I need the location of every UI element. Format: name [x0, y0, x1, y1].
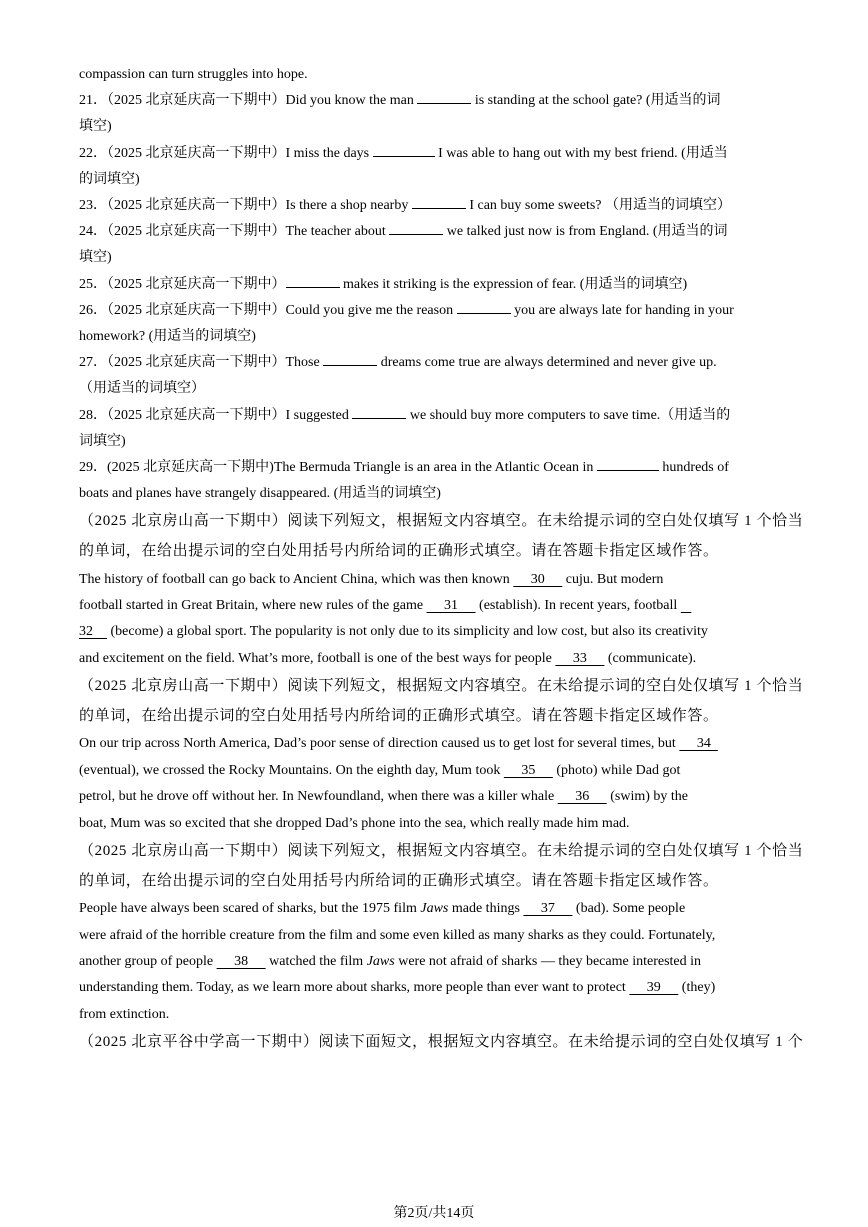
text: 21．（2025 北京延庆高一下期中）Did you know the man [79, 93, 418, 109]
text: from extinction. [79, 1006, 170, 1022]
text: I can buy some sweets? （用适当的词填空） [465, 198, 732, 214]
passage-line [79, 731, 795, 757]
answer-blank[interactable] [373, 141, 435, 157]
answer-blank-30[interactable]: 30 [513, 571, 563, 587]
text: （用适当的词填空） [79, 381, 205, 397]
page-number: 第2页/共14页 [393, 1206, 475, 1221]
question-25 [79, 272, 795, 298]
text: were afraid of the horrible creature from the film and some even killed as many sharks as they could. Fortunately, [79, 927, 716, 943]
passage-line [79, 646, 795, 672]
text: 27．（2025 北京延庆高一下期中）Those [79, 355, 324, 371]
text: People have always been scared of sharks, but the 1975 film [79, 901, 421, 917]
question-line [79, 62, 795, 88]
text: (photo) while Dad got [552, 762, 681, 778]
answer-blank-38[interactable]: 38 [216, 954, 266, 970]
passage-instructions: 的单词，在给出提示词的空白处用括号内所给词的正确形式填空。请在答题卡指定区域作答。 [79, 707, 719, 724]
text: 24．（2025 北京延庆高一下期中）The teacher about [79, 224, 390, 240]
answer-blank-36[interactable]: 36 [557, 789, 607, 805]
passage-instructions: （2025 北京平谷中学高一下期中）阅读下面短文，根据短文内容填空。在未给提示词的空白处仅填写 1 个 [79, 1034, 804, 1051]
text: made things [448, 901, 524, 917]
text: (communicate). [604, 650, 697, 666]
text: (bad). Some people [572, 901, 686, 917]
answer-blank-35[interactable]: 35 [503, 762, 553, 778]
answer-blank[interactable] [417, 88, 471, 104]
text: (they) [678, 980, 716, 996]
answer-blank-39[interactable]: 39 [629, 980, 679, 996]
passage-line [79, 975, 795, 1001]
text: 23．（2025 北京延庆高一下期中）Is there a shop nearby [79, 198, 412, 214]
text: compassion can turn struggles into hope. [79, 67, 308, 82]
text: hundreds of [658, 460, 729, 476]
passage-line [79, 811, 795, 837]
answer-blank[interactable] [389, 219, 443, 235]
text: 25．（2025 北京延庆高一下期中） [79, 276, 286, 292]
film-title: Jaws [366, 954, 395, 970]
answer-blank-37[interactable]: 37 [523, 901, 573, 917]
text: On our trip across North America, Dad’s poor sense of direction caused us to get lost for several times, but [79, 736, 680, 752]
passage-line [79, 784, 795, 810]
question-line [79, 481, 795, 507]
text: is standing at the school gate? (用适当的词 [471, 93, 721, 109]
passage-instructions: （2025 北京房山高一下期中）阅读下列短文，根据短文内容填空。在未给提示词的空白处仅填写 1 个恰当 [79, 678, 804, 695]
text: watched the film [265, 954, 367, 970]
passage-line [79, 619, 795, 645]
text: (become) a global sport. The popularity is not only due to its simplicity and low cost, but also its creativity [107, 624, 708, 640]
text: (swim) by the [606, 789, 688, 805]
text: boat, Mum was so excited that she dropped Dad’s phone into the sea, which really made him mad. [79, 815, 630, 831]
passage-line [79, 949, 795, 975]
text: The history of football can go back to Ancient China, which was then known [79, 571, 514, 587]
answer-blank[interactable] [323, 350, 377, 366]
answer-blank[interactable] [597, 455, 659, 471]
text: 填空) [79, 250, 112, 266]
answer-blank[interactable] [412, 193, 466, 209]
passage-line [79, 896, 795, 922]
passage-instructions: 的单词，在给出提示词的空白处用括号内所给词的正确形式填空。请在答题卡指定区域作答。 [79, 872, 719, 889]
question-24 [79, 219, 795, 245]
question-26 [79, 298, 795, 324]
text: dreams come true are always determined and never give up. [377, 355, 717, 371]
passage-line [79, 758, 795, 784]
text: I was able to hang out with my best friend. (用适当 [434, 145, 728, 161]
passage-line [79, 1002, 795, 1028]
text: 28．（2025 北京延庆高一下期中）I suggested [79, 407, 353, 423]
question-line [79, 167, 795, 193]
text: homework? (用适当的词填空) [79, 329, 256, 345]
text: 词填空) [79, 433, 126, 449]
question-line [79, 429, 795, 455]
passage-line [79, 923, 795, 949]
text: you are always late for handing in your [510, 302, 734, 318]
text: 的词填空) [79, 171, 140, 187]
passage-instructions: （2025 北京房山高一下期中）阅读下列短文，根据短文内容填空。在未给提示词的空白处仅填写 1 个恰当 [79, 843, 804, 860]
question-29 [79, 455, 795, 481]
text: (establish). In recent years, football [475, 598, 681, 614]
text: another group of people [79, 954, 217, 970]
answer-blank-31[interactable]: 31 [426, 598, 476, 614]
question-22 [79, 141, 795, 167]
text: understanding them. Today, as we learn more about sharks, more people than ever want to protect [79, 980, 630, 996]
text: we should buy more computers to save time.（用适当的 [406, 407, 731, 423]
text: and excitement on the field. What’s more, football is one of the best ways for people [79, 650, 556, 666]
text: we talked just now is from England. (用适当的词 [443, 224, 728, 240]
answer-blank-34[interactable]: 34 [679, 736, 718, 752]
question-21 [79, 88, 795, 114]
text: cuju. But modern [562, 571, 664, 587]
answer-blank[interactable] [286, 272, 340, 288]
text: boats and planes have strangely disappeared. (用适当的词填空) [79, 486, 441, 502]
passage-instructions: （2025 北京房山高一下期中）阅读下列短文，根据短文内容填空。在未给提示词的空白处仅填写 1 个恰当 [79, 513, 804, 530]
answer-blank-32[interactable]: 32 [79, 624, 107, 640]
film-title: Jaws [420, 901, 449, 917]
answer-blank[interactable] [457, 298, 511, 314]
passage-line [79, 593, 795, 619]
text: were not afraid of sharks — they became interested in [394, 954, 702, 970]
question-27 [79, 350, 795, 376]
text: petrol, but he drove off without her. In Newfoundland, when there was a killer whale [79, 789, 558, 805]
text: makes it striking is the expression of fear. (用适当的词填空) [339, 276, 688, 292]
text: 填空) [79, 119, 112, 135]
passage-line [79, 567, 795, 593]
text: 29．(2025 北京延庆高一下期中)The Bermuda Triangle is an area in the Atlantic Ocean in [79, 460, 597, 476]
question-line [79, 376, 795, 402]
question-line [79, 114, 795, 140]
document-page [79, 62, 804, 1058]
question-line [79, 245, 795, 271]
question-line [79, 324, 795, 350]
answer-blank[interactable] [352, 403, 406, 419]
question-23 [79, 193, 795, 219]
text: 26．（2025 北京延庆高一下期中）Could you give me the reason [79, 302, 457, 318]
answer-blank-32-start[interactable] [681, 598, 692, 613]
question-28 [79, 403, 795, 429]
answer-blank-33[interactable]: 33 [555, 650, 605, 666]
passage-instructions: 的单词，在给出提示词的空白处用括号内所给词的正确形式填空。请在答题卡指定区域作答。 [79, 543, 719, 560]
text: 22．（2025 北京延庆高一下期中）I miss the days [79, 145, 373, 161]
text: (eventual), we crossed the Rocky Mountains. On the eighth day, Mum took [79, 762, 504, 778]
text: football started in Great Britain, where new rules of the game [79, 598, 427, 614]
